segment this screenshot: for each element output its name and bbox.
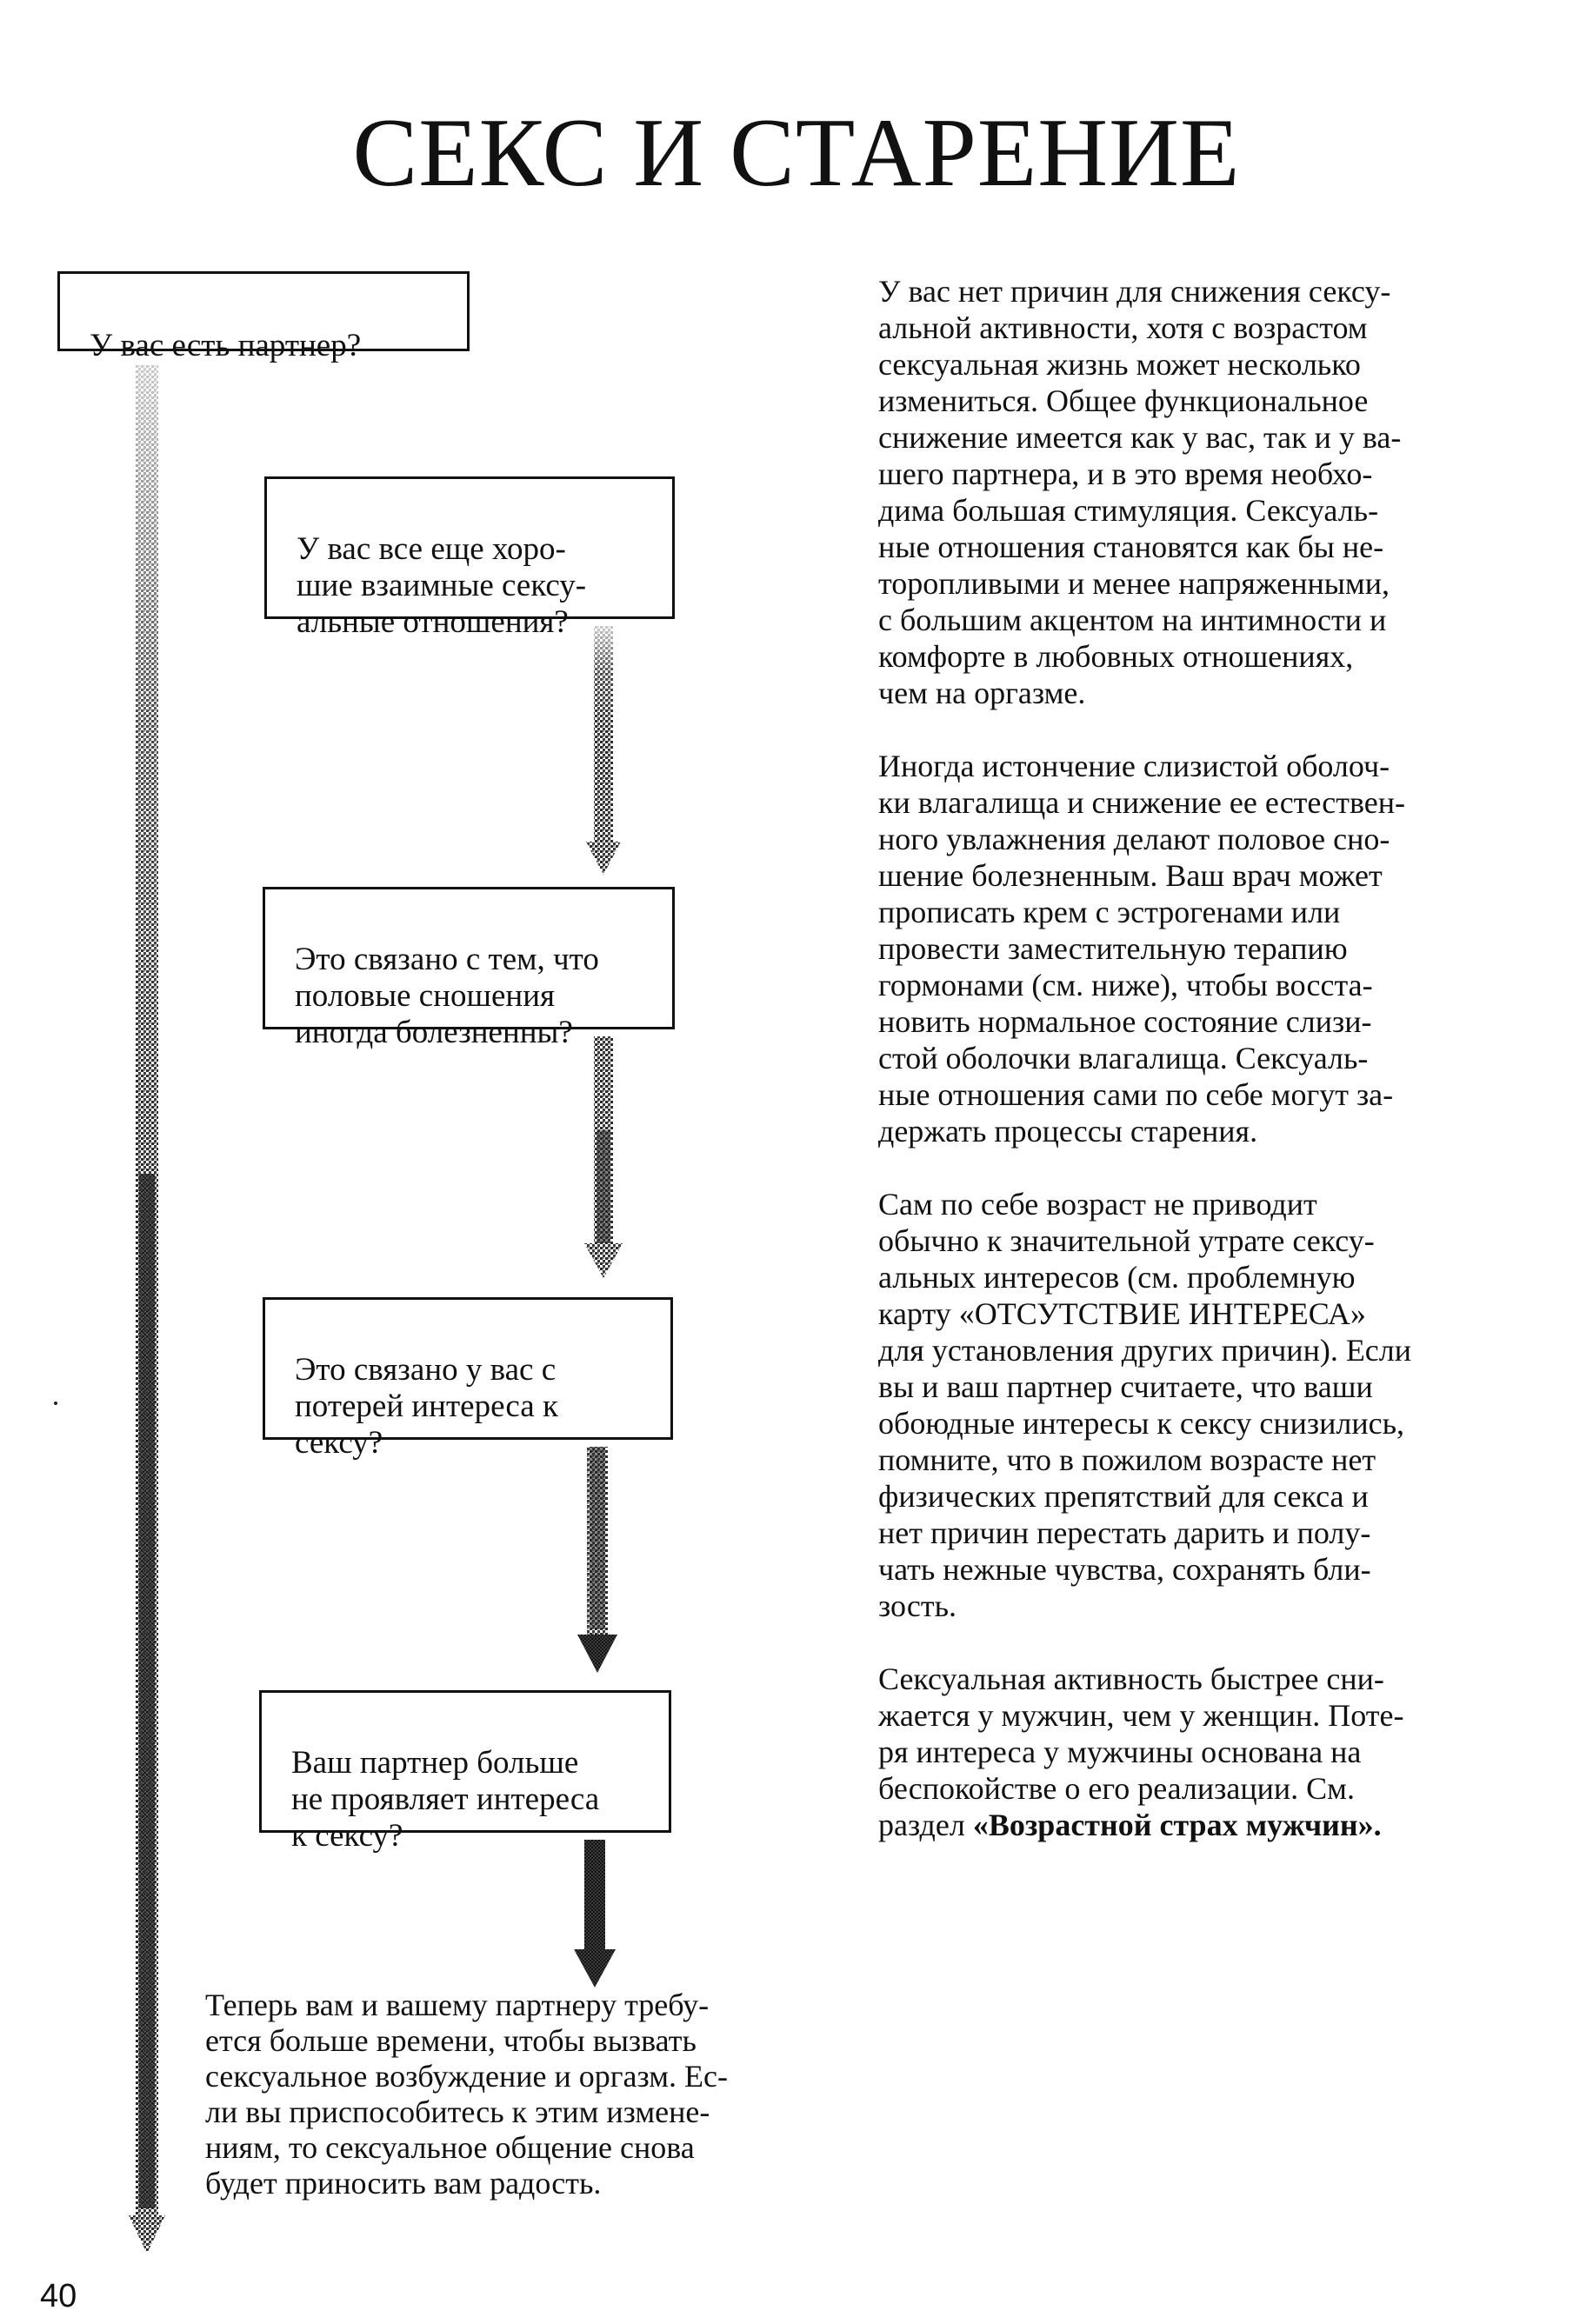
paragraph-male-decline-text: Сексуальная активность быстрее сни- жается у мужчин, чем у женщин. Поте- ря интереса у мужчины основана на беспокойстве о его реализации. См. раздел [878, 1661, 1404, 1842]
question-box-has-partner [57, 271, 470, 363]
scan-speck [54, 1402, 57, 1405]
question-partner-no-interest: Ваш партнер больше не проявляет интереса к сексу? [291, 1745, 600, 1854]
question-box-lost-interest [263, 1297, 673, 1461]
paragraph-age-and-interest: Сам по себе возраст не приводит обычно к значительной утрате сексу- альных интересов (см. проблемную карту «ОТСУТСТВИЕ ИНТЕРЕСА» для установления других причин). Если вы и ваш партнер считаете, что ваши обоюдные интересы к сексу снизились, помните, что в пожилом возрасте нет физических препятствий для секса и нет причин перестать дарить и полу- чать нежные чувства, сохранять бли- зость. [878, 1187, 1412, 1623]
paragraph-normal-activity: У вас нет причин для снижения сексу- альной активности, хотя с возрастом сексуальная жизнь может несколько измениться. Общее функциональное снижение имеется как у вас, так и у ва- шего партнера, и в это время необхо- дима большая стимуляция. Сексуаль- ные отношения становятся как бы не- торопливыми и менее напряженными, с большим акцентом на интимности и комфорте в любовных отношениях, чем на оргазме. [878, 274, 1402, 710]
question-box-good-relations [264, 476, 675, 640]
bottom-advice-text: Теперь вам и вашему партнеру требу- ется больше времени, чтобы вызвать сексуальное возбуждение и оргазм. Ес- ли вы приспособитесь к этим измене- ниям, то сексуальное общение снова будет приносить вам радость. [205, 1988, 728, 2201]
cross-reference-link[interactable]: «Возрастной страх мужчин». [972, 1808, 1382, 1842]
page-title: СЕКС И СТАРЕНИЕ [352, 99, 1241, 207]
page-number: 40 [40, 2278, 77, 2314]
paragraph-male-decline [878, 1661, 1504, 1843]
question-lost-interest: Это связано у вас с потерей интереса к сексу? [295, 1352, 558, 1461]
question-good-relations: У вас все еще хоро- шие взаимные сексу- альные отношения? [297, 531, 587, 640]
question-has-partner: У вас есть партнер? [90, 328, 362, 363]
paragraph-painful-intercourse: Иногда истончение слизистой оболоч- ки влагалища и снижение ее естествен- ного увлажнения делают половое сно- шение болезненным. Ваш врач может прописать крем с эстрогенами или провести заместительную терапию гормонами (см. ниже), чтобы восста- новить нормальное состояние слизи- стой оболочки влагалища. Сексуаль- ные отношения сами по себе могут за- держать процессы старения. [878, 749, 1406, 1149]
left-vertical-arrow [129, 365, 165, 2254]
question-painful-intercourse: Это связано с тем, что половые сношения иногда болезненны? [295, 942, 599, 1050]
question-box-painful-intercourse [263, 887, 675, 1050]
question-box-partner-no-interest [259, 1690, 671, 1854]
right-column [878, 273, 1504, 1880]
